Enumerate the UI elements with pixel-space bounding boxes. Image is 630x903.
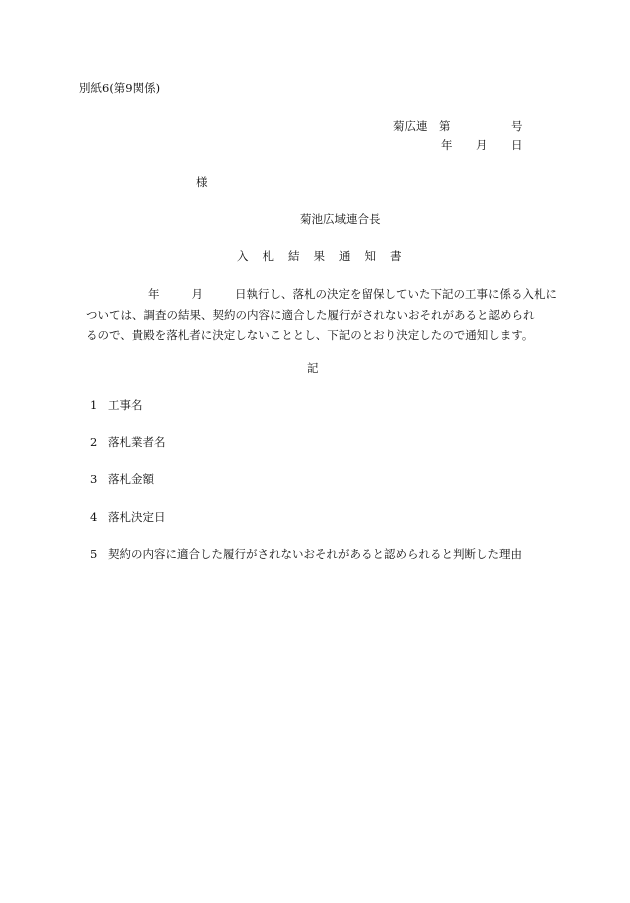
item-label: 契約の内容に適合した履行がされないおそれがあると認められると判断した理由 [108, 547, 522, 561]
item-label: 落札業者名 [108, 435, 166, 449]
item-number: 4 [90, 510, 98, 524]
list-item [90, 397, 143, 413]
sender-name: 菊池広域連合長 [300, 212, 381, 226]
date-year: 年 [441, 138, 453, 152]
body-paragraph [86, 284, 556, 346]
doc-go: 号 [511, 119, 523, 133]
item-number: 3 [90, 472, 98, 486]
list-item [90, 546, 522, 562]
item-label: 落札決定日 [108, 510, 166, 524]
item-number: 1 [90, 398, 98, 412]
body-line-3: るので、貴殿を落札者に決定しないこととし、下記のとおり決定したので通知します。 [86, 328, 534, 342]
list-item [90, 434, 166, 450]
doc-org: 菊広連 [393, 119, 428, 133]
item-label: 工事名 [108, 398, 143, 412]
body-line-2: ついては、調査の結果、契約の内容に適合した履行がされないおそれがあると認められ [86, 307, 535, 322]
ki-heading: 記 [307, 361, 319, 375]
date-day: 日 [511, 138, 523, 152]
item-number: 5 [90, 547, 98, 561]
doc-dai: 第 [439, 119, 451, 133]
list-item [90, 509, 166, 525]
document-number [393, 118, 523, 134]
item-label: 落札金額 [108, 472, 154, 486]
body-line-1 [86, 284, 556, 305]
issue-date [441, 137, 546, 153]
body-line1-rest: 日執行し、落札の決定を留保していた下記の工事に係る入札に [235, 287, 557, 301]
body-month: 月 [191, 287, 203, 301]
list-item [90, 471, 154, 487]
body-year: 年 [148, 287, 160, 301]
document-title: 入札結果通知書 [237, 249, 416, 263]
attachment-label: 別紙6(第9関係) [79, 81, 161, 95]
recipient-honorific: 様 [196, 175, 208, 189]
item-number: 2 [90, 435, 98, 449]
date-month: 月 [476, 138, 488, 152]
